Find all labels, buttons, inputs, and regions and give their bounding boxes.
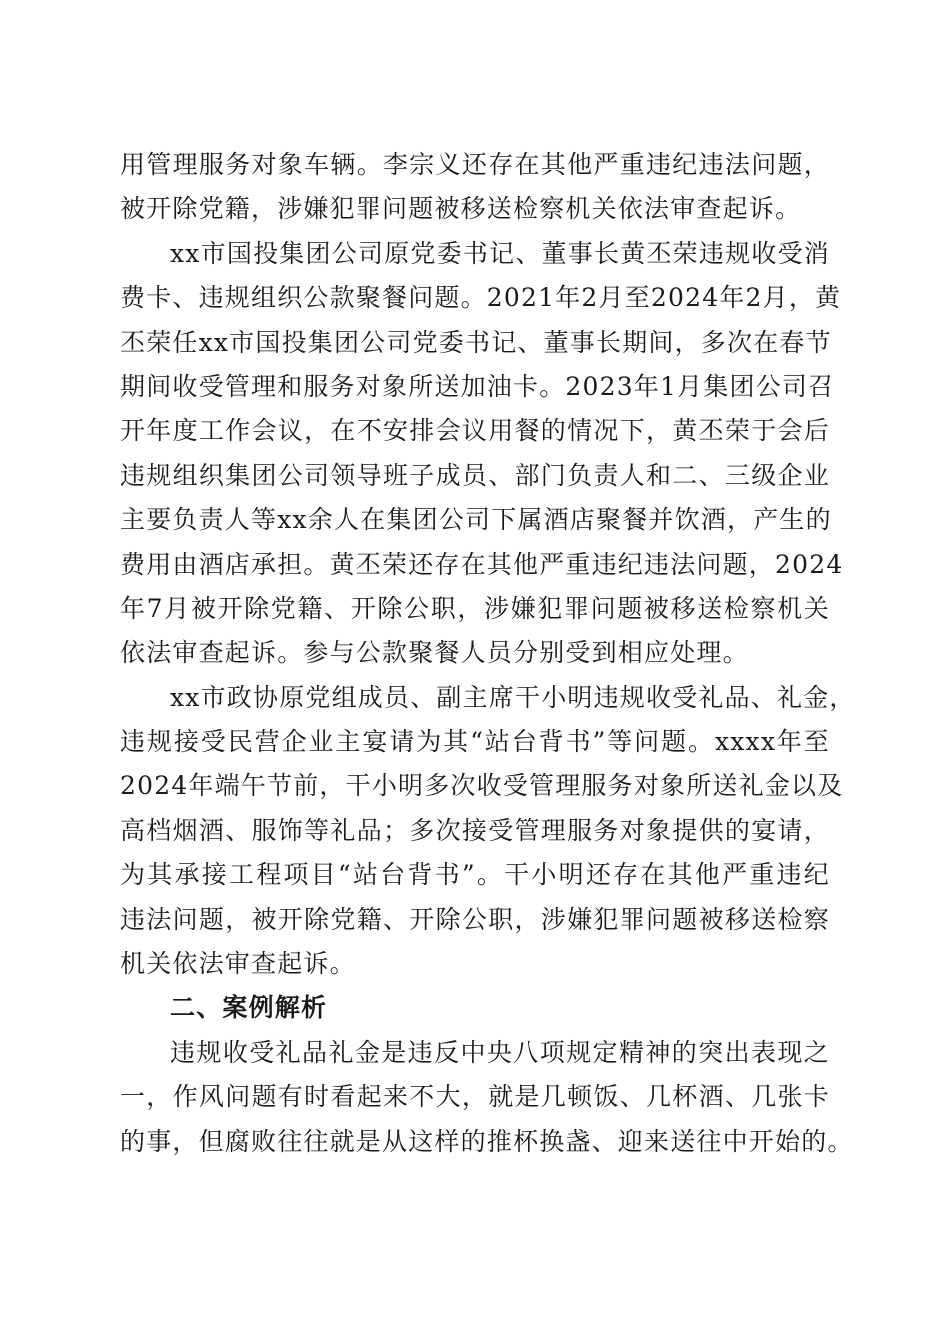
paragraph-li-zongyi xyxy=(120,143,830,232)
document-body xyxy=(120,143,856,1164)
text-line: 费用由酒店承担。黄丕荣还存在其他严重违纪违法问题，2024 xyxy=(120,549,844,579)
text-line: 违法问题，被开除党籍、开除公职，涉嫌犯罪问题被移送检察 xyxy=(120,904,830,934)
text-line: 丕荣任xx市国投集团公司党委书记、董事长期间，多次在春节 xyxy=(120,327,832,357)
paragraph-huang-pirong xyxy=(120,232,844,676)
text-line: 被开除党籍，涉嫌犯罪问题被移送检察机关依法审查起诉。 xyxy=(120,194,802,224)
text-line: xx市政协原党组成员、副主席干小明违规收受礼品、礼金， xyxy=(170,682,856,712)
text-line: 违规接受民营企业主宴请为其“站台背书”等问题。xxxx年至 xyxy=(120,727,830,757)
text-line: 期间收受管理和服务对象所送加油卡。2023年1月集团公司召 xyxy=(120,371,835,401)
text-line: 为其承接工程项目“站台背书”。干小明还存在其他严重违纪 xyxy=(120,860,830,890)
text-line: 开年度工作会议，在不安排会议用餐的情况下，黄丕荣于会后 xyxy=(120,416,830,446)
paragraph-gan-xiaoming xyxy=(120,676,856,987)
text-line: 费卡、违规组织公款聚餐问题。2021年2月至2024年2月，黄 xyxy=(120,283,842,313)
text-line: 一，作风问题有时看起来不大，就是几顿饭、几杯酒、几张卡 xyxy=(120,1082,830,1112)
text-line: 依法审查起诉。参与公款聚餐人员分别受到相应处理。 xyxy=(120,638,749,668)
text-line: 高档烟酒、服饰等礼品；多次接受管理服务对象提供的宴请， xyxy=(120,815,830,845)
text-line: 主要负责人等xx余人在集团公司下属酒店聚餐并饮酒，产生的 xyxy=(120,505,832,535)
text-line: 的事，但腐败往往就是从这样的推杯换盏、迎来送往中开始的。 xyxy=(120,1126,854,1156)
text-line: 用管理服务对象车辆。李宗义还存在其他严重违纪违法问题， xyxy=(120,150,830,179)
text-line: 2024年端午节前，干小明多次收受管理服务对象所送礼金以及 xyxy=(120,771,844,801)
paragraph-analysis xyxy=(120,1031,854,1164)
text-line: 年7月被开除党籍、开除公职，涉嫌犯罪问题被移送检察机关 xyxy=(120,593,830,623)
text-line: xx市国投集团公司原党委书记、董事长黄丕荣违规收受消 xyxy=(170,238,830,268)
text-line: 机关依法审查起诉。 xyxy=(120,949,356,979)
text-line: 违规组织集团公司领导班子成员、部门负责人和二、三级企业 xyxy=(120,460,830,490)
section-heading: 二、案例解析 xyxy=(170,993,328,1023)
text-line: 违规收受礼品礼金是违反中央八项规定精神的突出表现之 xyxy=(170,1037,830,1067)
